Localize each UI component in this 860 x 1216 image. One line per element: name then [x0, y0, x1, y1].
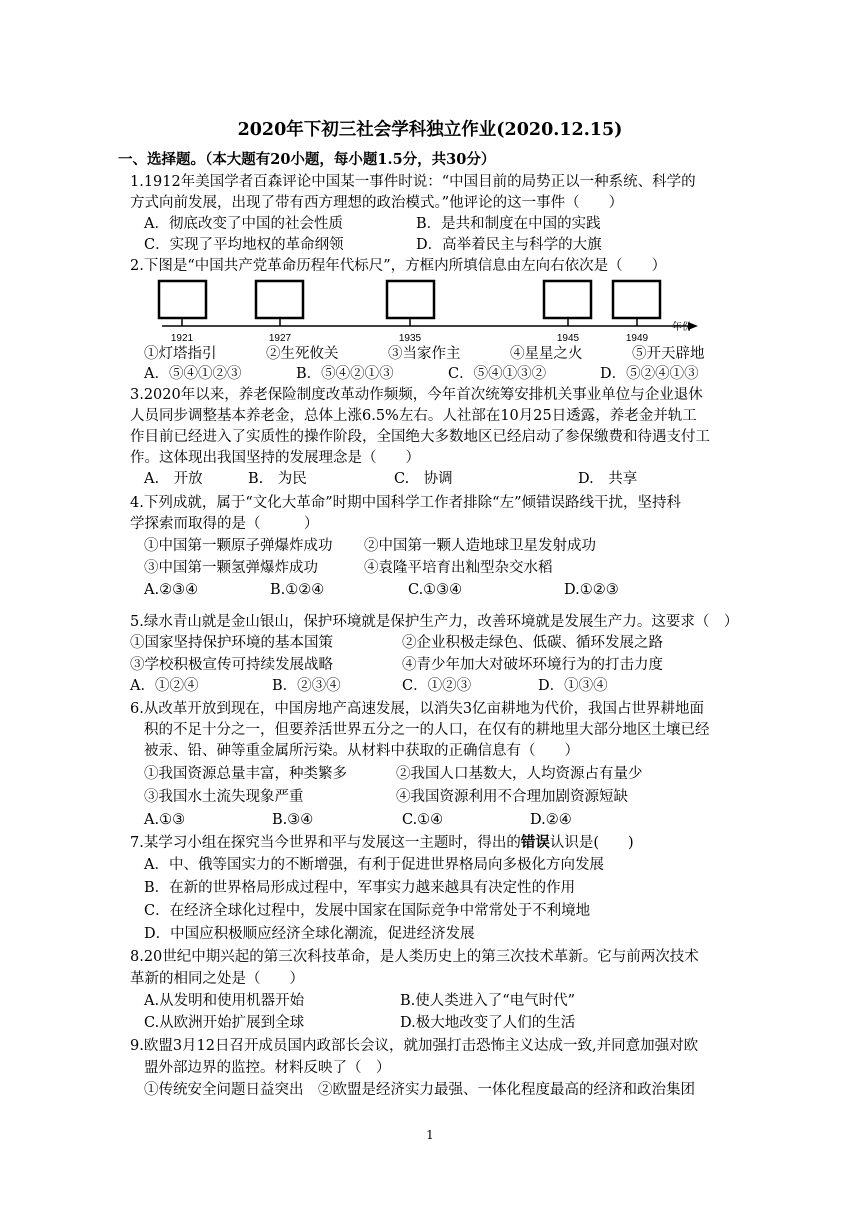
q7-stem-post: 认识是( )	[549, 835, 634, 851]
q1-option-a: A．彻底改变了中国的社会性质	[144, 216, 343, 232]
q6-option-d: D.②④	[530, 812, 572, 828]
q8-line-2: 革新的相同之处是（ ）	[130, 971, 304, 987]
q4-item-4: ④袁隆平培育出籼型杂交水稻	[364, 560, 553, 576]
q5-item-1: ①国家坚持保护环境的基本国策	[130, 635, 333, 651]
q5-option-d: D．①③④	[538, 678, 608, 694]
q7-stem-pre: 7.某学习小组在探究当今世界和平与发展这一主题时，得出的	[130, 835, 521, 851]
q9-line-2: 盟外部边界的监控。材料反映了（ ）	[144, 1060, 391, 1076]
q7-option-a: A．中、俄等国实力的不断增强，有利于促进世界格局向多极化方向发展	[144, 857, 604, 873]
q2-item-5: ⑤开天辟地	[632, 346, 705, 362]
q6-line-1: 6.从改革开放到现在，中国房地产高速发展，以消失3亿亩耕地为代价，我国占世界耕地面	[130, 701, 705, 717]
q7-stem	[130, 833, 634, 853]
q7-option-d: D．中国应积极顺应经济全球化潮流，促进经济发展	[144, 926, 475, 942]
q1-option-c: C．实现了平均地权的革命纲领	[144, 237, 344, 253]
q9-item-2: ②欧盟是经济实力最强、一体化程度最高的经济和政治集团	[318, 1082, 695, 1098]
q5-item-4: ④青少年加大对破坏环境行为的打击力度	[402, 657, 663, 673]
q5-item-2: ②企业积极走绿色、低碳、循环发展之路	[402, 635, 663, 651]
q4-option-b: B.①②④	[270, 582, 325, 598]
timeline-year-1927: 1927	[268, 333, 292, 344]
q6-option-a: A.①③	[144, 812, 186, 828]
q8-option-b: B.使人类进入了“电气时代”	[400, 993, 576, 1009]
q6-item-3: ③我国水土流失现象严重	[144, 789, 304, 805]
q2-option-c: C．⑤④①③②	[448, 366, 547, 382]
q4-item-2: ②中国第一颗人造地球卫星发射成功	[364, 538, 596, 554]
q9-item-1: ①传统安全问题日益突出	[144, 1082, 304, 1098]
timeline-year-1949: 1949	[625, 333, 649, 344]
q5-item-3: ③学校积极宣传可持续发展战略	[130, 657, 333, 673]
timeline-box-4	[544, 281, 591, 318]
q2-line-1: 2.下图是“中国共产党革命历程年代标尺”，方框内所填信息由左向右依次是（ ）	[130, 258, 667, 274]
q8-option-c: C.从欧洲开始扩展到全球	[144, 1015, 305, 1031]
q6-item-1: ①我国资源总量丰富，种类繁多	[144, 766, 347, 782]
q6-item-4: ④我国资源利用不合理加剧资源短缺	[396, 789, 628, 805]
q4-option-c: C.①③④	[408, 582, 463, 598]
timeline-axis-label: 年份	[672, 322, 692, 333]
q3-option-a: A. 开放	[144, 471, 203, 487]
timeline-box-5	[613, 281, 660, 318]
q2-item-3: ③当家作主	[388, 346, 461, 362]
q5-line-1: 5.绿水青山就是金山银山，保护环境就是保护生产力，改善环境就是发展生产力。这要求（ ）	[130, 614, 739, 630]
q4-option-d: D.①②③	[564, 582, 619, 598]
q2-option-d: D．⑤②④①③	[600, 366, 699, 382]
timeline-box-3	[387, 281, 434, 318]
q3-line-3: 作目前已经进入了实质性的操作阶段，全国绝大多数地区已经启动了参保缴费和待遇支付工	[130, 429, 710, 445]
q1-line-1: 1.1912年美国学者百森评论中国某一事件时说：“中国目前的局势正以一种系统、科学的	[130, 174, 696, 190]
q3-option-c: C. 协调	[394, 471, 453, 487]
q2-option-b: B．⑤④②①③	[296, 366, 394, 382]
q2-item-4: ④星星之火	[510, 346, 583, 362]
q8-line-1: 8.20世纪中期兴起的第三次科技革命，是人类历史上的第三次技术革新。它与前两次技术	[130, 949, 699, 965]
q4-line-2: 学探索而取得的是（ ）	[130, 516, 319, 532]
q2-option-a: A．⑤④①②③	[144, 366, 242, 382]
timeline-year-1935: 1935	[398, 333, 422, 344]
timeline-year-1921: 1921	[170, 333, 194, 344]
q5-option-c: C．①②③	[402, 678, 472, 694]
q3-option-b: B. 为民	[248, 471, 307, 487]
q2-item-2: ②生死攸关	[266, 346, 339, 362]
q9-line-1: 9.欧盟3月12日召开成员国内政部长会议，就加强打击恐怖主义达成一致,并同意加强对欧	[130, 1038, 699, 1054]
q3-line-1: 3.2020年以来，养老保险制度改革动作频频，今年首次统筹安排机关事业单位与企业退休	[130, 387, 703, 403]
q8-option-d: D.极大地改变了人们的生活	[400, 1015, 576, 1031]
q4-item-3: ③中国第一颗氢弹爆炸成功	[144, 560, 318, 576]
q1-line-2: 方式向前发展，出现了带有西方理想的政治模式。”他评论的这一事件（ ）	[130, 195, 624, 211]
q5-option-b: B．②③④	[272, 678, 341, 694]
timeline-box-2	[256, 281, 303, 318]
q6-item-2: ②我国人口基数大，人均资源占有量少	[396, 766, 643, 782]
q7-option-b: B．在新的世界格局形成过程中，军事实力越来越具有决定性的作用	[144, 880, 576, 896]
q6-option-c: C.①④	[402, 812, 444, 828]
q7-option-c: C．在经济全球化过程中，发展中国家在国际竞争中常常处于不利境地	[144, 903, 591, 919]
timeline-ruler	[150, 278, 710, 344]
q3-line-2: 人员同步调整基本养老金，总体上涨6.5%左右。人社部在10月25日透露，养老金并轨工	[130, 408, 697, 424]
q3-line-4: 作。这体现出我国坚持的发展理念是（ ）	[130, 450, 420, 466]
timeline-box-1	[159, 281, 206, 318]
q1-option-d: D．高举着民主与科学的大旗	[416, 237, 602, 253]
timeline-year-1945: 1945	[556, 333, 580, 344]
section-heading: 一、选择题。（本大题有20小题，每小题1.5分，共30分）	[118, 151, 496, 168]
q1-option-b: B．是共和制度在中国的实践	[416, 216, 601, 232]
q6-line-3: 被汞、铅、砷等重金属所污染。从材料中获取的正确信息有（ ）	[144, 743, 579, 759]
q7-stem-emphasis: 错误	[520, 834, 550, 851]
q3-option-d: D. 共享	[578, 471, 638, 487]
page-title: 2020年下初三社会学科独立作业(2020.12.15)	[237, 120, 623, 140]
q4-option-a: A.②③④	[144, 582, 199, 598]
q5-option-a: A．①②④	[130, 678, 199, 694]
q6-option-b: B.③④	[272, 812, 314, 828]
page-number: 1	[426, 1128, 434, 1142]
q8-option-a: A.从发明和使用机器开始	[144, 993, 305, 1009]
q2-item-1: ①灯塔指引	[144, 346, 217, 362]
q6-line-2: 积的不足十分之一，但要养活世界五分之一的人口，在仅有的耕地里大部分地区土壤已经	[144, 722, 710, 738]
q4-item-1: ①中国第一颗原子弹爆炸成功	[144, 538, 333, 554]
q4-line-1: 4.下列成就，属于“文化大革命”时期中国科学工作者排除“左”倾错误路线干扰，坚持科	[130, 495, 681, 511]
